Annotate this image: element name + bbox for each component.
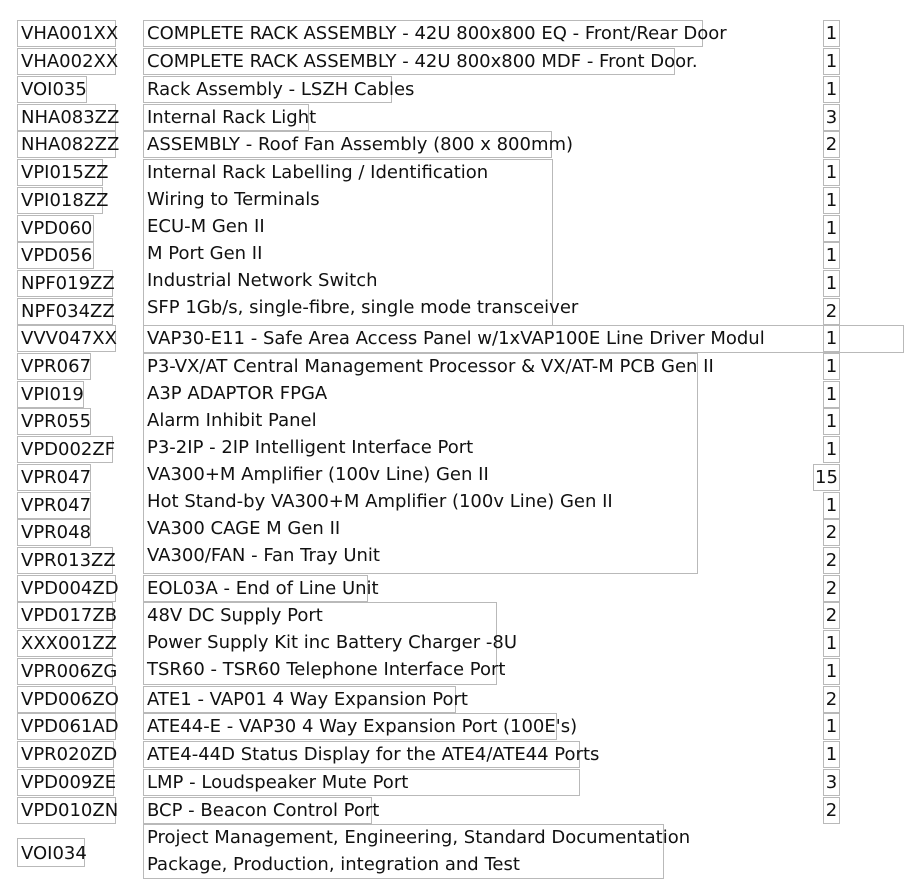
item-quantity: 1	[823, 242, 840, 269]
item-quantity: 2	[823, 602, 840, 629]
item-quantity: 2	[823, 298, 840, 325]
item-code: VPI015ZZ	[17, 159, 103, 186]
item-description: Internal Rack Labelling / Identification	[147, 162, 489, 183]
item-quantity: 1	[823, 408, 840, 435]
item-code: VPD056	[17, 242, 94, 269]
item-code: VPD009ZE	[17, 769, 114, 796]
item-code: VPR047	[17, 492, 91, 519]
item-description: Power Supply Kit inc Battery Charger -8U	[147, 632, 517, 653]
item-description: A3P ADAPTOR FPGA	[147, 383, 328, 404]
item-quantity: 2	[823, 131, 840, 158]
item-quantity: 2	[823, 519, 840, 546]
item-code: VPD006ZO	[17, 686, 116, 713]
item-description: VAP30-E11 - Safe Area Access Panel w/1xVAP100E Line Driver Modul	[143, 325, 904, 353]
item-code: VPD060	[17, 215, 94, 242]
item-description: ATE44-E - VAP30 4 Way Expansion Port (100E's)	[143, 713, 557, 740]
item-code: NPF019ZZ	[17, 270, 113, 297]
item-quantity: 2	[823, 797, 840, 824]
item-code: VPD004ZD	[17, 575, 116, 602]
item-code: VOI035	[17, 76, 87, 103]
item-description: ASSEMBLY - Roof Fan Assembly (800 x 800mm)	[143, 131, 552, 158]
item-code: VPR006ZG	[17, 658, 113, 685]
item-description: TSR60 - TSR60 Telephone Interface Port	[147, 659, 506, 680]
item-code: NHA083ZZ	[17, 104, 116, 131]
description-group	[143, 602, 517, 685]
item-quantity: 1	[823, 270, 840, 297]
item-code: VPI019	[17, 381, 84, 408]
item-description: P3-2IP - 2IP Intelligent Interface Port	[147, 437, 474, 458]
item-code: XXX001ZZ	[17, 630, 113, 657]
item-description: Hot Stand-by VA300+M Amplifier (100v Line) Gen II	[147, 491, 613, 512]
item-description: 48V DC Supply Port	[147, 605, 323, 626]
item-quantity: 1	[823, 325, 840, 352]
item-code: VPR067	[17, 353, 91, 380]
item-code: NPF034ZZ	[17, 298, 113, 325]
item-quantity: 1	[823, 658, 840, 685]
item-code: VPI018ZZ	[17, 187, 103, 214]
item-code: VPR047	[17, 464, 91, 491]
item-code: VHA002XX	[17, 48, 116, 75]
item-description: ATE4-44D Status Display for the ATE4/ATE44 Ports	[143, 741, 580, 768]
item-quantity: 1	[823, 492, 840, 519]
item-description: Industrial Network Switch	[147, 270, 378, 291]
item-quantity: 1	[823, 215, 840, 242]
item-description: Rack Assembly - LSZH Cables	[143, 76, 392, 103]
item-description-line: Package, Production, integration and Test	[147, 854, 520, 875]
item-quantity: 1	[823, 741, 840, 768]
item-description: Alarm Inhibit Panel	[147, 410, 317, 431]
item-description: ECU-M Gen II	[147, 216, 265, 237]
item-quantity: 1	[823, 436, 840, 463]
item-quantity: 1	[823, 713, 840, 740]
item-quantity: 1	[823, 159, 840, 186]
item-code: VPD017ZB	[17, 602, 113, 629]
item-description: Internal Rack Light	[143, 104, 309, 131]
item-description: ATE1 - VAP01 4 Way Expansion Port	[143, 686, 456, 713]
item-quantity: 1	[823, 381, 840, 408]
item-description: VA300+M Amplifier (100v Line) Gen II	[147, 464, 489, 485]
item-description: M Port Gen II	[147, 243, 263, 264]
item-quantity: 1	[823, 20, 840, 47]
item-quantity: 1	[823, 630, 840, 657]
item-code: VOI034	[17, 838, 85, 867]
item-code: VVV047XX	[17, 325, 116, 352]
item-description: P3-VX/AT Central Management Processor & VX/AT-M PCB Gen II	[147, 356, 714, 377]
item-description: VA300 CAGE M Gen II	[147, 518, 341, 539]
item-code: VPR055	[17, 408, 91, 435]
description-group	[143, 824, 691, 879]
item-description-line: Project Management, Engineering, Standard Documentation	[147, 827, 691, 848]
item-quantity: 3	[823, 104, 840, 131]
description-group	[143, 159, 579, 326]
item-quantity: 2	[823, 686, 840, 713]
item-code: NHA082ZZ	[17, 131, 116, 158]
item-quantity: 3	[823, 769, 840, 796]
description-group	[143, 353, 714, 574]
item-code: VPR013ZZ	[17, 547, 113, 574]
item-quantity: 1	[823, 76, 840, 103]
item-code: VPR020ZD	[17, 741, 114, 768]
item-description: Wiring to Terminals	[147, 189, 320, 210]
item-description: COMPLETE RACK ASSEMBLY - 42U 800x800 EQ - Front/Rear Door	[143, 20, 703, 47]
item-code: VPD010ZN	[17, 797, 116, 824]
item-description: BCP - Beacon Control Port	[143, 797, 372, 824]
item-description: SFP 1Gb/s, single-fibre, single mode transceiver	[147, 297, 579, 318]
item-quantity: 2	[823, 575, 840, 602]
item-description: COMPLETE RACK ASSEMBLY - 42U 800x800 MDF - Front Door.	[143, 48, 675, 75]
item-quantity: 1	[823, 187, 840, 214]
item-code: VPD002ZF	[17, 436, 113, 463]
item-quantity: 2	[823, 547, 840, 574]
item-code: VPR048	[17, 519, 91, 546]
item-description: EOL03A - End of Line Unit	[143, 575, 368, 602]
item-code: VHA001XX	[17, 20, 116, 47]
item-code: VPD061AD	[17, 713, 116, 740]
item-description: LMP - Loudspeaker Mute Port	[143, 769, 580, 796]
item-description: VA300/FAN - Fan Tray Unit	[147, 545, 380, 566]
item-quantity: 15	[813, 464, 840, 491]
item-quantity: 1	[823, 48, 840, 75]
item-quantity: 1	[823, 353, 840, 380]
